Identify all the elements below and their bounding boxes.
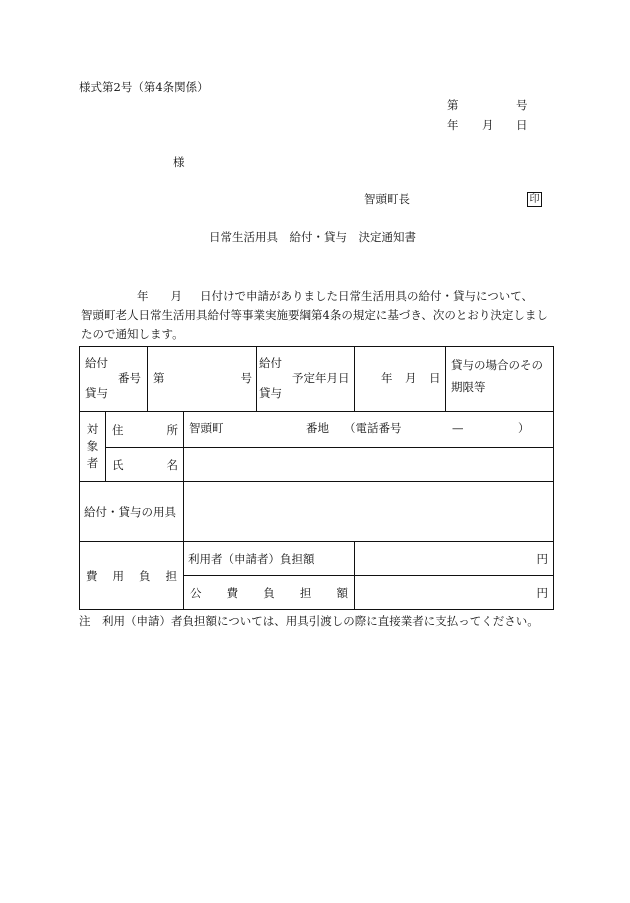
- cost-label-4: 担: [165, 568, 177, 583]
- doc-number-prefix: 第: [447, 98, 459, 112]
- label-kyufu-2: 給付: [259, 356, 282, 370]
- cell-public-cost-label: [184, 576, 355, 610]
- cell-user-cost-label: [184, 542, 355, 576]
- period-label-2: 期限等: [451, 380, 486, 394]
- cell-period: [446, 347, 554, 412]
- public-cost-label-2: 費: [226, 585, 239, 600]
- cell-subject-group: [80, 412, 106, 482]
- cell-address-label: [106, 412, 184, 448]
- cell-date-label: [257, 347, 355, 412]
- cell-public-cost-value: [355, 576, 554, 610]
- table-date-year: 年: [381, 371, 393, 385]
- body-line2: 智頭町老人日常生活用具給付等事業実施要綱第4条の規定に基づき、次のとおり決定しまし: [81, 308, 548, 322]
- user-cost-label: 利用者（申請者）負担額: [188, 551, 315, 566]
- label-bango: 番号: [118, 371, 141, 385]
- phone-close: ）: [518, 421, 530, 435]
- public-cost-unit: 円: [536, 585, 548, 600]
- name-label-2: 名: [166, 457, 178, 472]
- issuer-title: 智頭町長: [364, 192, 410, 206]
- doc-number-suffix: 号: [516, 98, 528, 112]
- cell-name-value: [184, 448, 554, 482]
- payment-note: 注 利用（申請）者負担額については、用具引渡しの際に直接業者に支払ってください。: [79, 614, 539, 628]
- form-number: 様式第2号（第4条関係）: [79, 80, 209, 94]
- cost-label-3: 負: [139, 568, 151, 583]
- row-name: [80, 448, 554, 482]
- cost-label-2: 用: [112, 568, 124, 583]
- row-address: [80, 412, 554, 448]
- row-number-date: [80, 347, 554, 412]
- cell-date-value: [355, 347, 446, 412]
- body-line3: たので通知します。: [81, 327, 184, 341]
- cell-cost-label: [80, 542, 184, 610]
- date-day: 日: [516, 118, 528, 132]
- public-cost-label-4: 担: [299, 585, 312, 600]
- public-cost-label-5: 額: [336, 585, 348, 600]
- phone-open: （電話番号: [344, 421, 402, 435]
- period-label-1: 貸与の場合のその: [451, 358, 543, 372]
- cell-equipment-value: [184, 482, 554, 542]
- row-user-cost: [80, 542, 554, 576]
- public-cost-label-3: 負: [263, 585, 275, 600]
- label-kyufu: 給付: [85, 356, 108, 370]
- cell-name-label: [106, 448, 184, 482]
- decision-table: [79, 346, 554, 610]
- label-taiyo-2: 貸与: [259, 386, 282, 400]
- cost-label-1: 費: [86, 568, 98, 583]
- body-date-year: 年: [137, 289, 149, 303]
- address-town: 智頭町: [189, 421, 224, 435]
- document-title: 日常生活用具 給付・貸与 決定通知書: [209, 230, 416, 244]
- address-label-1: 住: [112, 422, 124, 437]
- body-date-month: 月: [170, 289, 182, 303]
- public-cost-label-1: 公: [190, 585, 202, 600]
- label-taiyo: 貸与: [85, 386, 108, 400]
- cell-number-label: [80, 347, 148, 412]
- address-label-2: 所: [166, 422, 178, 437]
- subject-char-2: 象: [86, 438, 99, 453]
- number-suffix: 号: [240, 371, 252, 385]
- address-banchi: 番地: [306, 421, 329, 435]
- number-prefix: 第: [153, 371, 165, 385]
- table-date-month: 月: [405, 371, 417, 385]
- label-yotei: 予定年月日: [292, 371, 350, 385]
- name-label-1: 氏: [112, 457, 124, 472]
- phone-dash: —: [452, 421, 464, 435]
- equipment-label: 給付・貸与の用具: [84, 504, 176, 519]
- body-line1: 日付けで申請がありました日常生活用具の給付・貸与について、: [200, 289, 534, 303]
- subject-char-1: 対: [86, 421, 99, 436]
- cell-address-value: [184, 412, 554, 448]
- date-month: 月: [482, 118, 494, 132]
- user-cost-unit: 円: [536, 551, 548, 566]
- addressee-suffix: 様: [173, 155, 185, 169]
- cell-number-value: [148, 347, 257, 412]
- table-date-day: 日: [429, 371, 441, 385]
- subject-char-3: 者: [86, 456, 99, 471]
- date-year: 年: [447, 118, 459, 132]
- seal-mark: 印: [527, 192, 542, 207]
- row-equipment: [80, 482, 554, 542]
- body-text: [81, 287, 556, 344]
- cell-user-cost-value: [355, 542, 554, 576]
- cell-equipment-label: [80, 482, 184, 542]
- subject-label: [80, 421, 105, 473]
